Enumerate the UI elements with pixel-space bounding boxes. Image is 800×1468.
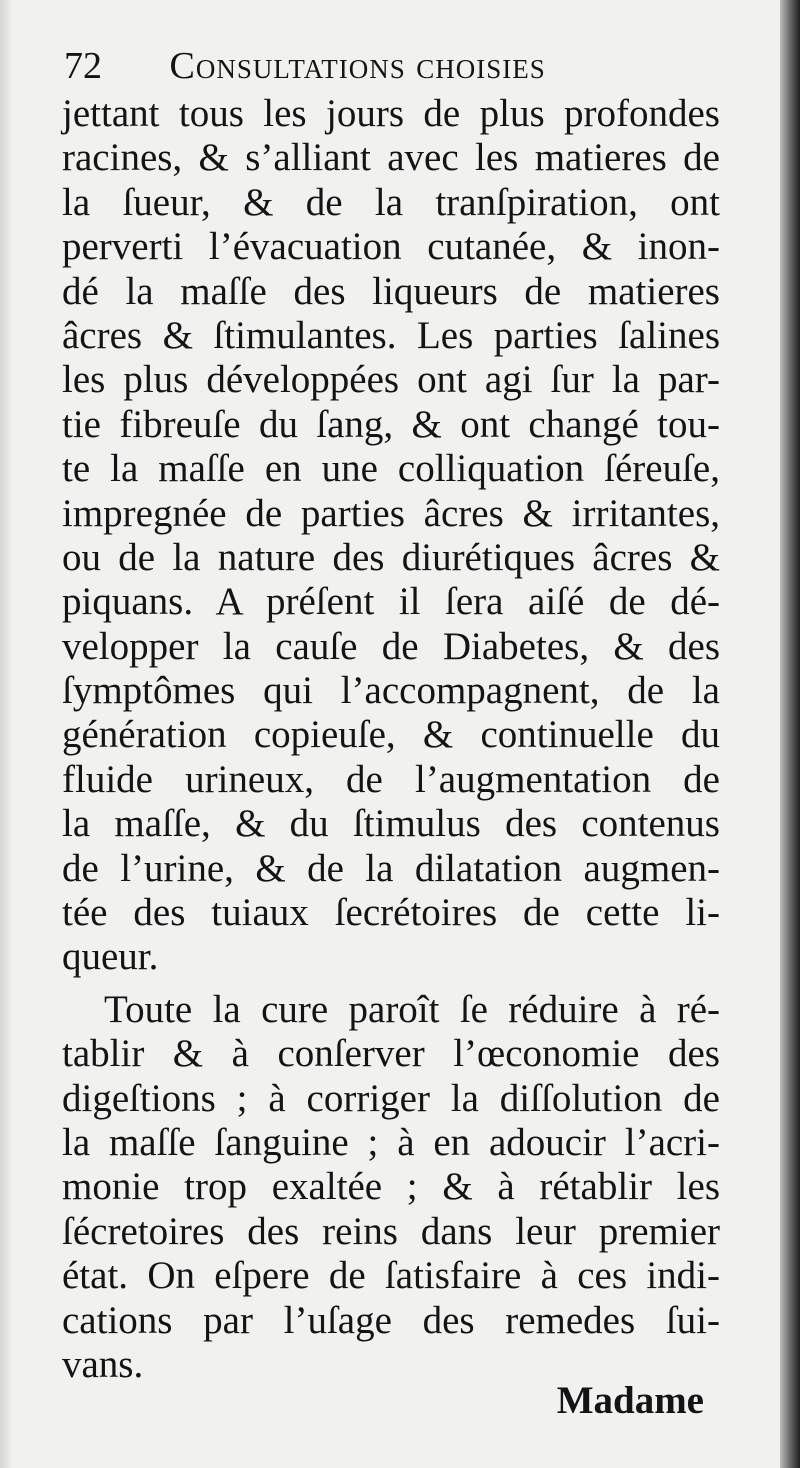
- text-body: [62, 92, 720, 1387]
- page-number: 72: [64, 45, 102, 87]
- text-line: Toute la cure paroît ſe réduire à ré-: [104, 987, 720, 1031]
- page-edge: [780, 0, 800, 1468]
- text-line: tie fibreuſe du ſang, & ont changé tou-: [62, 402, 720, 446]
- text-line: impregnée de parties âcres & irritantes,: [62, 491, 720, 535]
- text-line: la maſſe ſanguine ; à en adoucir l’acri-: [62, 1120, 720, 1164]
- text-line: tée des tuiaux ſecrétoires de cette li-: [62, 891, 720, 935]
- catchword: Madame: [556, 1379, 704, 1422]
- text-line: racines, & s’alliant avec les matieres de: [62, 136, 720, 180]
- text-line: velopper la cauſe de Diabetes, & des: [62, 624, 720, 668]
- text-line: cations par l’uſage des remedes ſui-: [62, 1298, 720, 1342]
- text-line: te la maſſe en une colliquation ſéreuſe,: [62, 447, 720, 491]
- text-line: tablir & à conſerver l’œconomie des: [62, 1032, 720, 1076]
- paragraph-2: [62, 988, 720, 1388]
- paragraph-1: [62, 92, 720, 980]
- text-line: piquans. A préſent il ſera aiſé de dé-: [62, 580, 720, 624]
- text-line: les plus développées ont agi ſur la par-: [62, 358, 720, 402]
- text-line: vans.: [62, 1342, 144, 1386]
- text-line: perverti l’évacuation cutanée, & inon-: [62, 225, 720, 269]
- text-line: ou de la nature des diurétiques âcres &: [62, 535, 720, 579]
- text-line: la ſueur, & de la tranſpiration, ont: [62, 180, 720, 224]
- running-head: [64, 40, 720, 92]
- text-line: queur.: [62, 935, 159, 979]
- running-title: Consultations choisies: [169, 45, 546, 87]
- text-line: ſécretoires des reins dans leur premier: [62, 1209, 720, 1253]
- text-line: la maſſe, & du ſtimulus des contenus: [62, 802, 720, 846]
- text-line: ſymptômes qui l’accompagnent, de la: [62, 669, 720, 713]
- text-line: âcres & ſtimulantes. Les parties ſalines: [62, 313, 720, 357]
- text-line: monie trop exaltée ; & à rétablir les: [62, 1165, 720, 1209]
- text-line: digeſtions ; à corriger la diſſolution de: [62, 1076, 720, 1120]
- text-line: génération copieuſe, & continuelle du: [62, 713, 720, 757]
- paragraph-gap: [62, 980, 720, 988]
- binding-shadow: [0, 0, 12, 1468]
- text-line: dé la maſſe des liqueurs de matieres: [62, 269, 720, 313]
- text-line: de l’urine, & de la dilatation augmen-: [62, 846, 720, 890]
- text-line: jettant tous les jours de plus profondes: [62, 92, 720, 135]
- text-line: fluide urineux, de l’augmentation de: [62, 757, 720, 801]
- text-line: état. On eſpere de ſatisfaire à ces indi-: [62, 1254, 720, 1298]
